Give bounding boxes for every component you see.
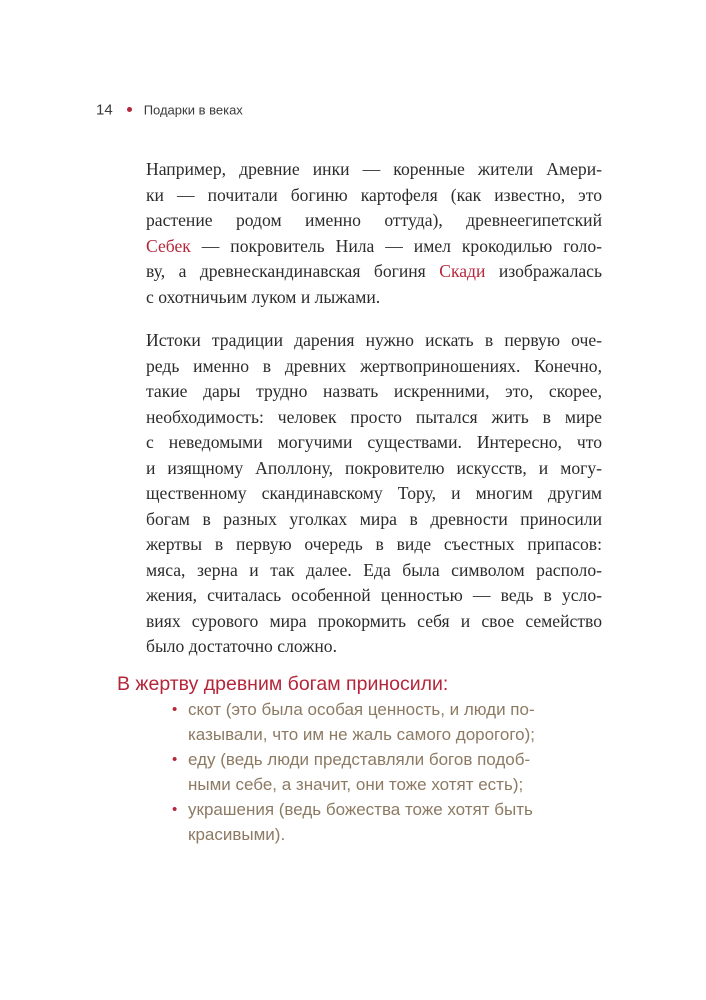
page-number: 14 [96,101,113,119]
list-item-line: еду (ведь люди представляли богов подоб- [188,750,531,769]
list-item-line: ными себе, а значит, они тоже хотят есть); [188,775,524,794]
highlight-term-sebek: Себек [146,235,191,256]
bullet-icon: • [172,701,178,718]
paragraph-line: растение родом именно оттуда), древнеегипетский [146,210,602,230]
offerings-list [172,697,592,847]
list-item-line: казывали, что им не жаль самого дорогого); [188,725,536,744]
list-item-line: скот (это была особая ценность, и люди по- [188,700,535,719]
paragraph-line: жения, считалась особенной ценностью — ведь в усло- [146,585,602,605]
offerings-heading: В жертву древним богам приносили: [117,673,449,695]
paragraph-line: ву, а древнескандинавская богиня Скади изображалась [146,261,602,281]
chapter-title: Подарки в веках [143,102,243,118]
paragraph-line: щественному скандинавскому Тору, и многим другим [146,483,602,503]
paragraph-line: с охотничьим луком и лыжами. [146,286,381,307]
paragraph-line: виях сурового мира прокормить себя и свое семейство [146,610,602,631]
paragraph-line: богам в разных уголках мира в древности приносили [146,508,602,529]
list-item [172,697,592,747]
running-header [96,101,243,119]
list-item-line: украшения (ведь божества тоже хотят быть [188,800,533,819]
paragraph-line: было достаточно сложно. [146,636,337,656]
list-item [172,747,592,797]
bullet-icon: • [172,801,178,818]
list-item-line: красивыми). [188,825,286,844]
paragraph-line: ки — почитали богиню картофеля (как известно, это [146,184,602,205]
header-separator-dot [127,107,132,112]
paragraph-line: Истоки традиции дарения нужно искать в первую оче- [146,330,602,350]
list-item [172,797,592,847]
highlight-term-skadi: Скади [439,261,486,281]
paragraph-line: необходимость: человек просто пытался жить в мире [146,406,602,427]
paragraph-2 [146,328,602,660]
paragraph-line: мяса, зерна и так далее. Еда была символом располо- [146,559,602,580]
bullet-icon: • [172,751,178,768]
paragraph-line: Например, древние инки — коренные жители Амери- [146,159,602,179]
paragraph-1 [146,157,602,310]
paragraph-line: Себек — покровитель Нила — имел крокодилью голо- [146,235,602,256]
paragraph-line: и изящному Аполлону, покровителю искусств, и могу- [146,457,602,478]
paragraph-line: такие дары трудно назвать искренними, это, скорее, [146,381,602,401]
paragraph-line: с неведомыми могучими существами. Интересно, что [146,432,602,452]
paragraph-line: редь именно в древних жертвоприношениях. Конечно, [146,355,602,376]
paragraph-line: жертвы в первую очередь в виде съестных припасов: [146,534,602,554]
